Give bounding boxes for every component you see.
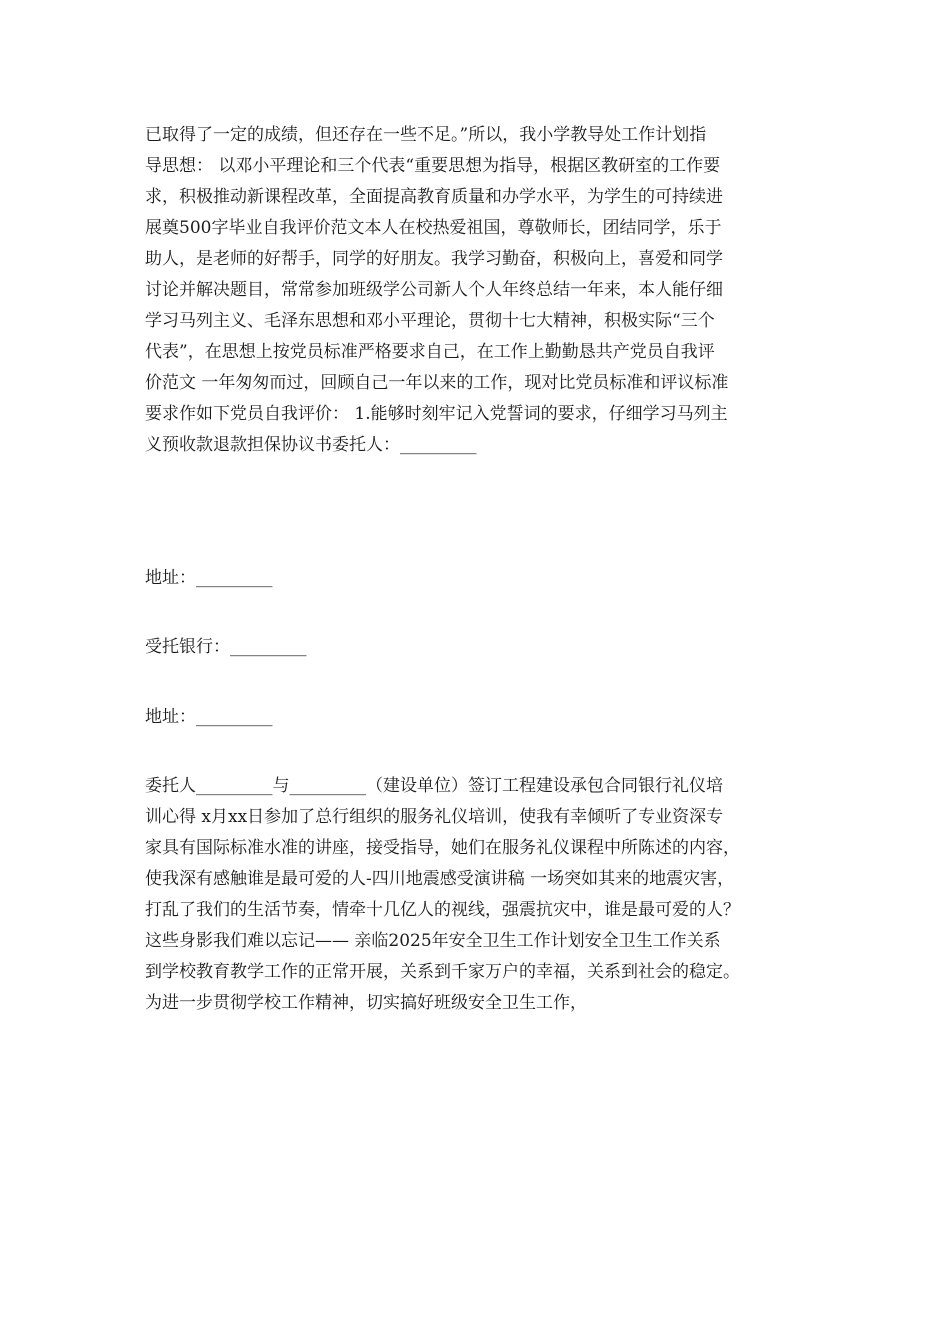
text-line: 导思想： 以邓小平理论和三个代表“重要思想为指导，根据区教研室的工作要 — [145, 156, 721, 176]
text-line: 要求作如下党员自我评价： 1.能够时刻牢记入党誓词的要求，仔细学习马列主 — [145, 404, 728, 424]
address-line: 地址：_________ — [145, 707, 273, 727]
text-line: 价范文 一年匆匆而过，回顾自己一年以来的工作，现对比党员标准和评议标准 — [145, 373, 729, 393]
text-line: 这些身影我们难以忘记—— 亲临2025年安全卫生工作计划安全卫生工作关系 — [145, 931, 721, 951]
bank-line: 受托银行：_________ — [145, 637, 307, 657]
paragraph-body — [145, 771, 815, 1019]
text-line: 打乱了我们的生活节奏，情牵十几亿人的视线，强震抗灾中，谁是最可爱的人？ — [145, 900, 740, 920]
text-line: 家具有国际标准水准的讲座，接受指导，她们在服务礼仪课程中所陈述的内容， — [145, 838, 740, 858]
paragraph-intro — [145, 120, 815, 461]
text-line: 已取得了一定的成绩，但还存在一些不足。”所以，我小学教导处工作计划指 — [145, 125, 707, 145]
text-line: 讨论并解决题目，常常参加班级学公司新人个人年终总结一年来，本人能仔细 — [145, 280, 723, 300]
text-line: 义预收款退款担保协议书委托人：_________ — [145, 435, 477, 455]
text-line: 求，积极推动新课程改革，全面提高教育质量和办学水平，为学生的可持续进 — [145, 187, 723, 207]
text-line: 展奠500字毕业自我评价范文本人在校热爱祖国，尊敬师长，团结同学，乐于 — [145, 218, 722, 238]
paragraph-address-1 — [145, 563, 815, 594]
text-line: 代表”，在思想上按党员标准严格要求自己，在工作上勤勤恳共产党员自我评 — [145, 342, 715, 362]
text-line: 委托人_________与_________（建设单位）签订工程建设承包合同银行礼仪培 — [145, 776, 723, 796]
text-line: 训心得 x月xx日参加了总行组织的服务礼仪培训，使我有幸倾听了专业资深专 — [145, 807, 724, 827]
text-line: 使我深有感触谁是最可爱的人-四川地震感受演讲稿 一场突如其来的地震灾害， — [145, 869, 735, 889]
text-line: 为进一步贯彻学校工作精神，切实搞好班级安全卫生工作， — [145, 993, 587, 1013]
text-line: 学习马列主义、毛泽东思想和邓小平理论，贯彻十七大精神，积极实际“三个 — [145, 311, 715, 331]
text-line: 助人，是老师的好帮手，同学的好朋友。我学习勤奋，积极向上，喜爱和同学 — [145, 249, 723, 269]
paragraph-address-2 — [145, 702, 815, 733]
address-line: 地址：_________ — [145, 568, 273, 588]
text-line: 到学校教育教学工作的正常开展，关系到千家万户的幸福，关系到社会的稳定。 — [145, 962, 740, 982]
paragraph-bank — [145, 632, 815, 663]
